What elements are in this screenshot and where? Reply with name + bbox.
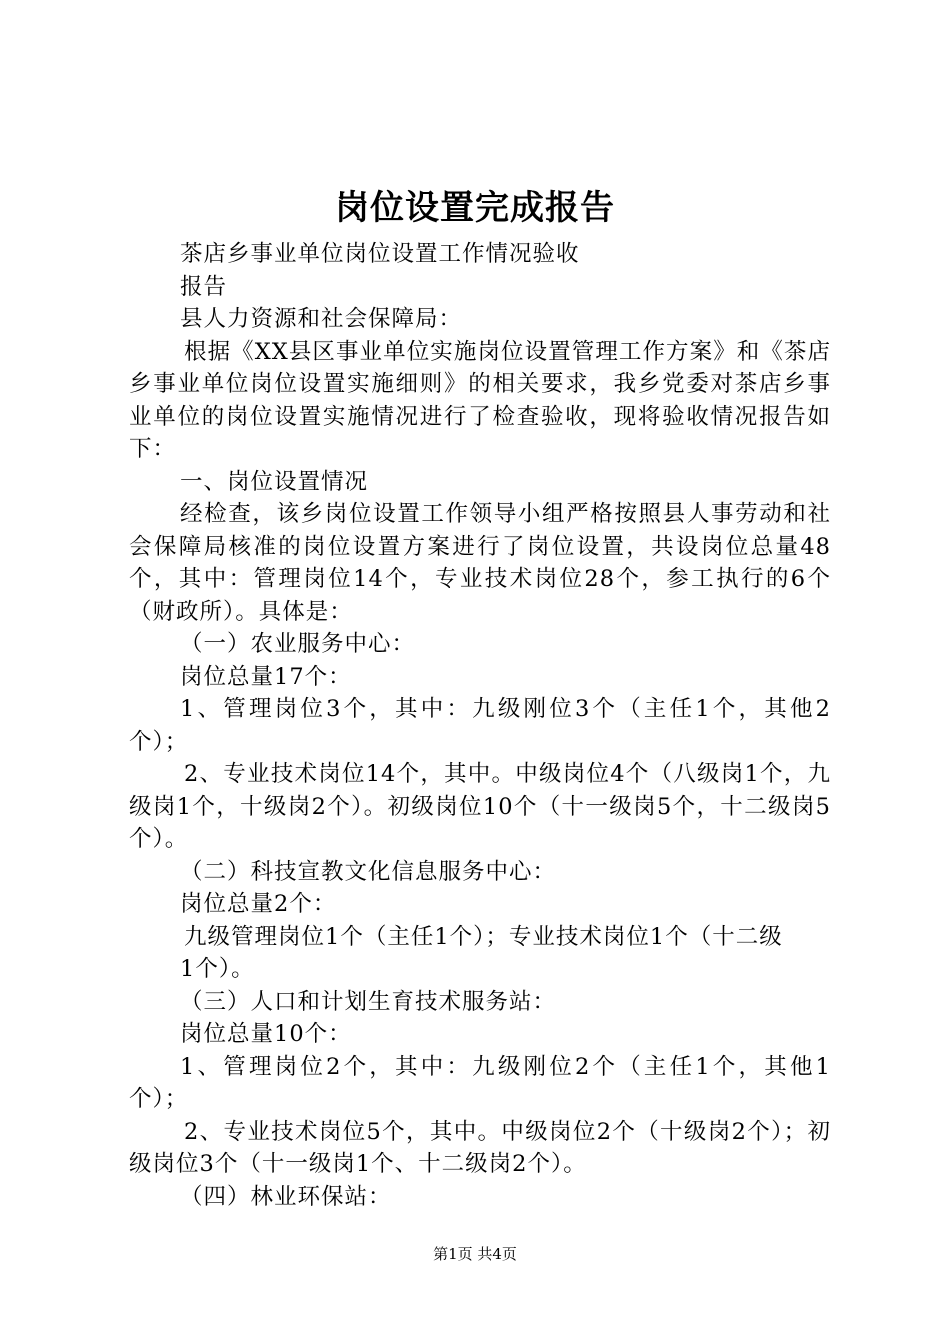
- paragraph: 经检查，该乡岗位设置工作领导小组严格按照县人事劳动和社会保障局核准的岗位设置方案进行了岗位设置，共设岗位总量48个，其中：管理岗位14个，专业技术岗位28个，参工执行的6个（财政所）。具体是：: [129, 501, 831, 625]
- document-title: 岗位设置完成报告: [335, 188, 615, 228]
- subsection-heading: （三）人口和计划生育技术服务站：: [180, 988, 557, 1015]
- paragraph: 县人力资源和社会保障局：: [180, 306, 463, 332]
- paragraph: 岗位总量17个：: [180, 663, 352, 690]
- paragraph: 茶店乡事业单位岗位设置工作情况验收: [180, 241, 580, 267]
- paragraph: 1、管理岗位3个，其中：九级刚位3个（主任1个，其他2个）；: [129, 696, 831, 755]
- paragraph: 根据《XX县区事业单位实施岗位设置管理工作方案》和《茶店乡事业单位岗位设置实施细则》的相关要求，我乡党委对茶店乡事业单位的岗位设置实施情况进行了检查验收，现将验收情况报告如下：: [129, 338, 831, 462]
- subsection-heading: （四）林业环保站：: [180, 1183, 392, 1210]
- page-footer: 第1页 共4页: [433, 1245, 517, 1263]
- document-body: [129, 238, 831, 1213]
- paragraph: 1个）。: [180, 956, 255, 982]
- subsection-heading: （二）科技宣教文化信息服务中心：: [180, 858, 557, 885]
- paragraph: 岗位总量10个：: [180, 1021, 352, 1047]
- paragraph: 2、专业技术岗位5个，其中。中级岗位2个（十级岗2个）；初级岗位3个（十一级岗1个、十二级岗2个）。: [129, 1118, 831, 1177]
- paragraph: 报告: [180, 273, 228, 300]
- paragraph: 岗位总量2个：: [180, 891, 337, 917]
- paragraph: 九级管理岗位1个（主任1个）；专业技术岗位1个（十二级: [184, 923, 783, 950]
- paragraph: 2、专业技术岗位14个，其中。中级岗位4个（八级岗1个，九级岗1个，十级岗2个）。初级岗位10个（十一级岗5个，十二级岗5个）。: [129, 761, 831, 852]
- paragraph: 1、管理岗位2个，其中：九级刚位2个（主任1个，其他1个）；: [129, 1053, 831, 1112]
- section-heading: 一、岗位设置情况: [180, 468, 369, 495]
- subsection-heading: （一）农业服务中心：: [180, 631, 416, 657]
